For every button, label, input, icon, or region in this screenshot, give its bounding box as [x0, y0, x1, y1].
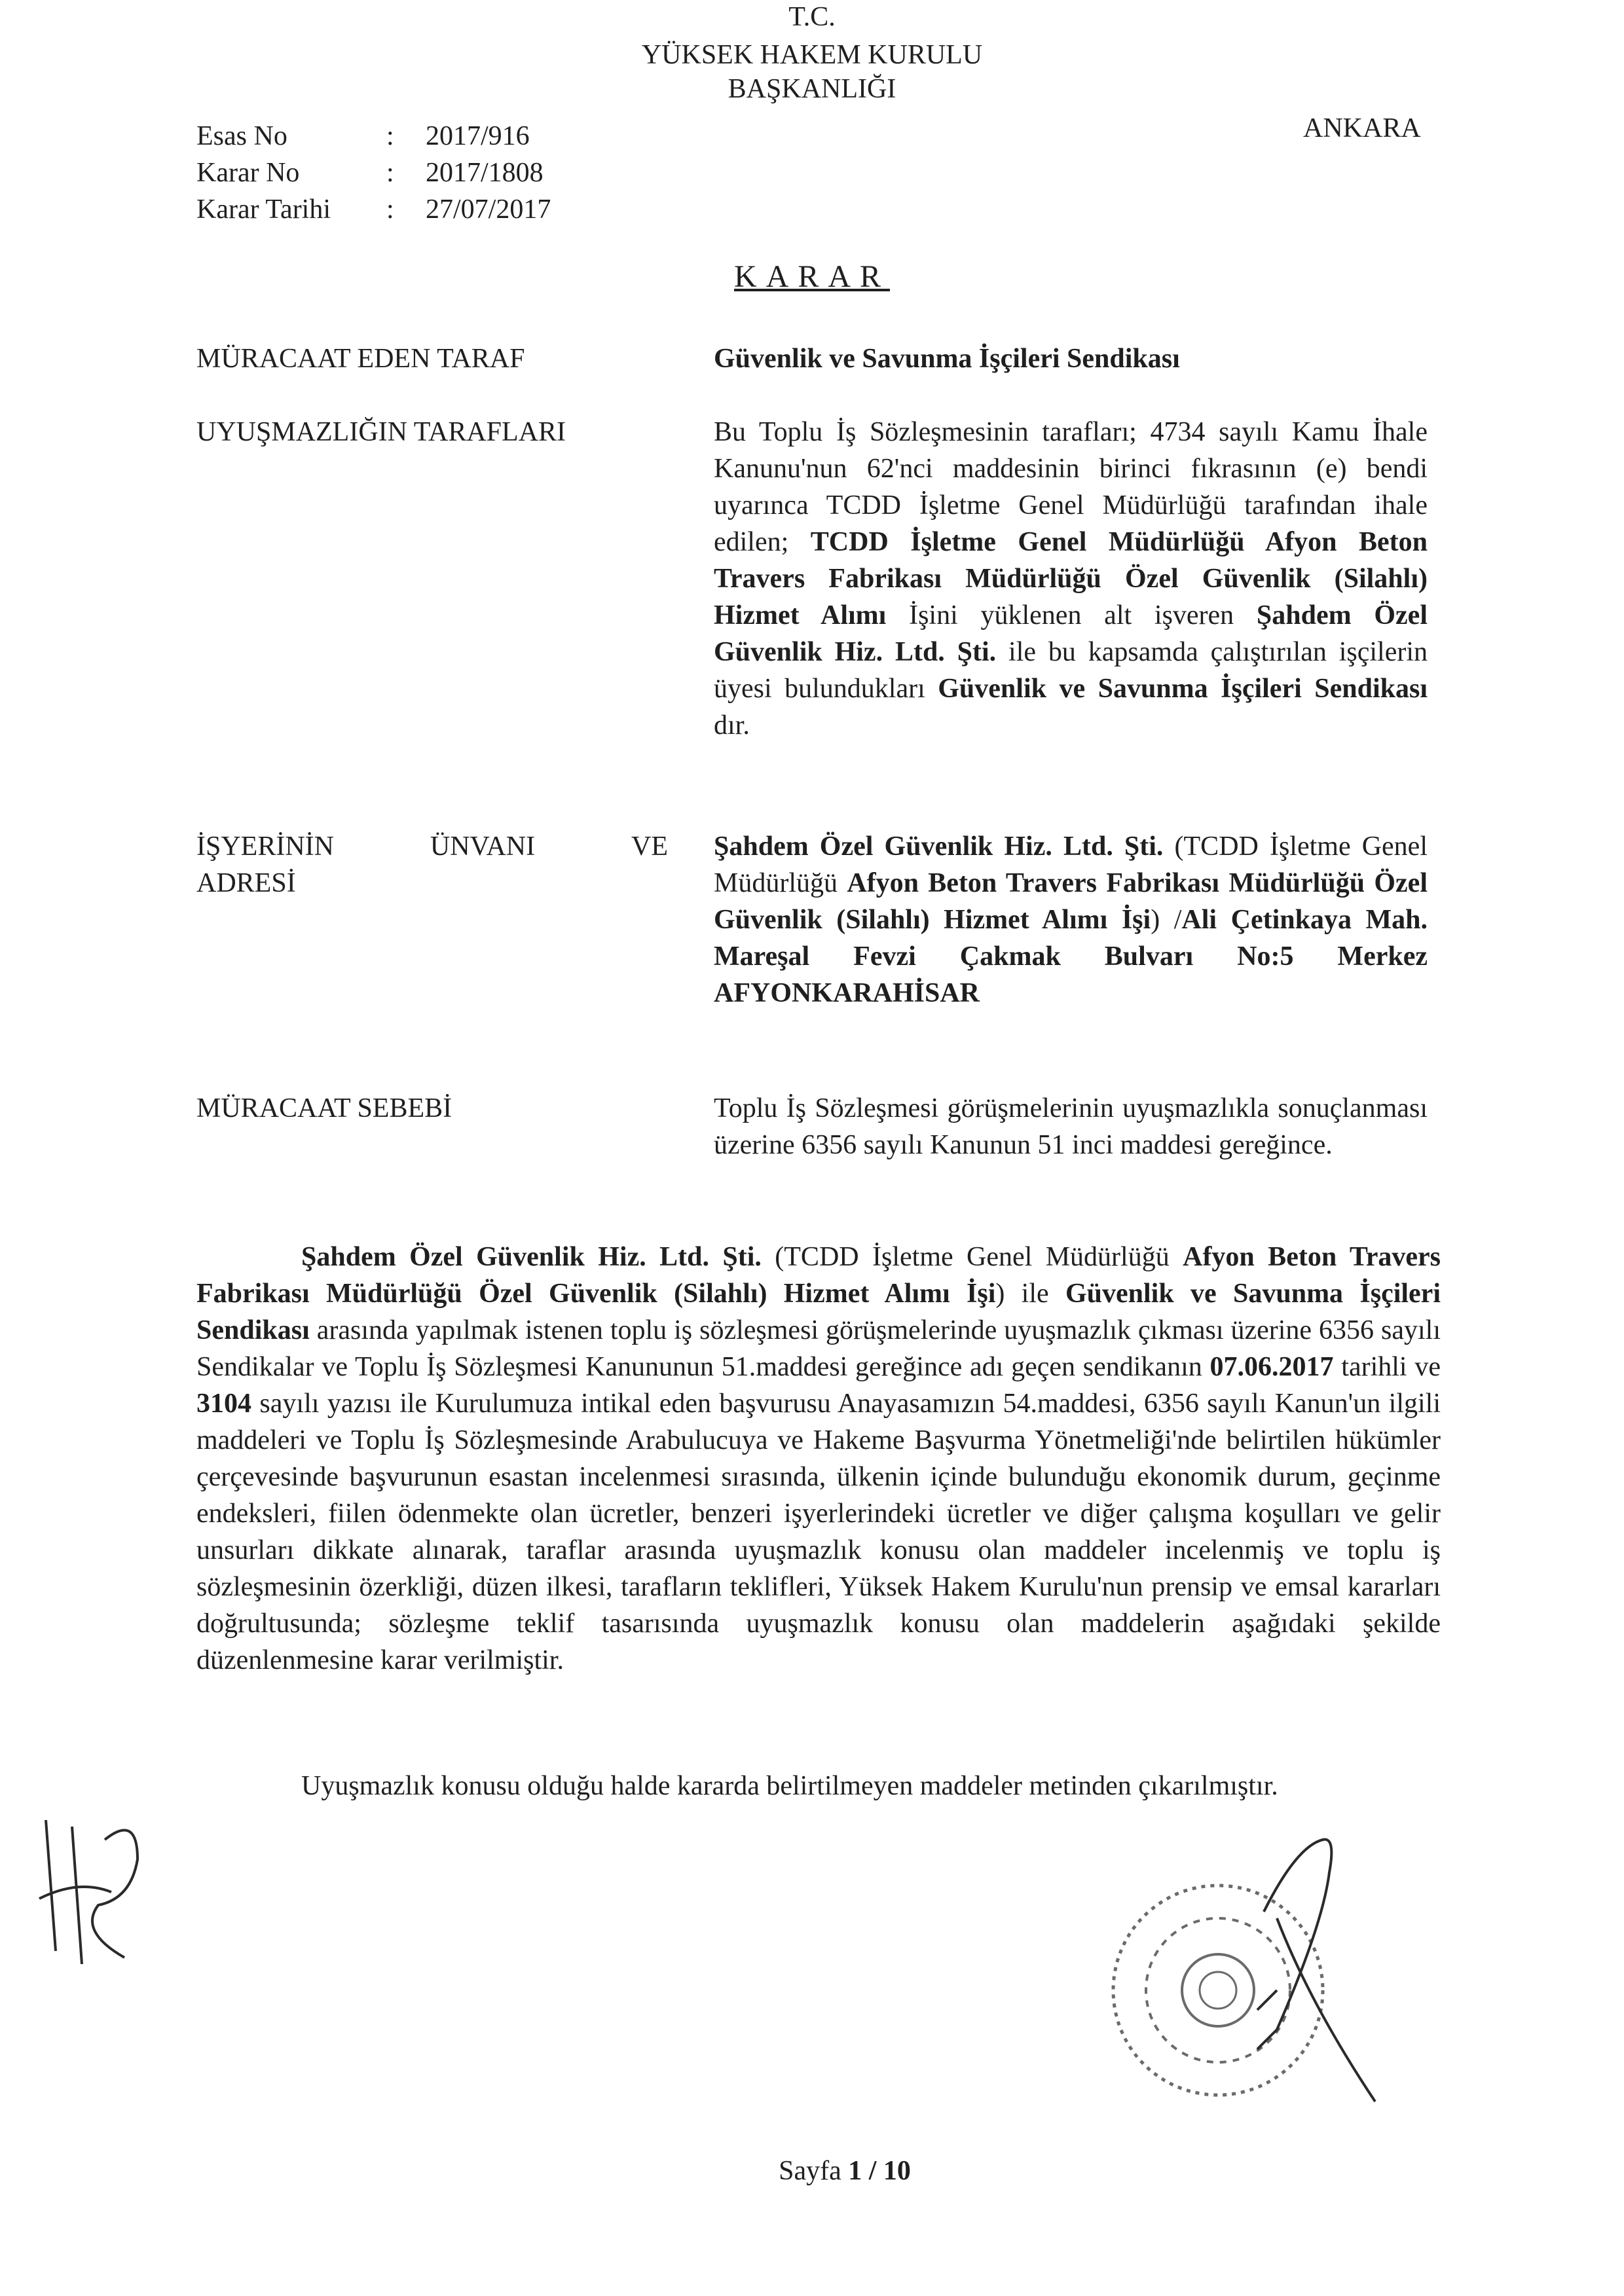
city-label: ANKARA	[1303, 113, 1421, 143]
parties-bold-1: TCDD İşletme Genel Müdürlüğü Afyon Beton Travers Fabrikası Müdürlüğü Özel Güvenlik (Silahlı) Hizmet Alımı	[714, 527, 1428, 630]
tc-label: T.C.	[788, 2, 836, 32]
institution-line-2: BAŞKANLIĞI	[728, 74, 896, 104]
meta-row-karar-no: Karar No : 2017/1808	[196, 155, 544, 191]
meta-row-karar-tarihi: Karar Tarihi : 27/07/2017	[196, 191, 551, 228]
workplace-label-word-3: VE	[631, 831, 668, 862]
main-bold-3: Güvenlik ve Savunma İşçileri Sendikası	[196, 1279, 1441, 1345]
parties-bold-3: Güvenlik ve Savunma İşçileri Sendikası	[938, 674, 1428, 704]
second-paragraph: Uyuşmazlık konusu olduğu halde kararda belirtilmeyen maddeler metinden çıkarılmıştır.	[301, 1771, 1278, 1801]
meta-label: Esas No	[196, 121, 287, 151]
page-number	[747, 2154, 943, 2188]
main-paragraph	[196, 1239, 1441, 1679]
workplace-address: Ali Çetinkaya Mah. Mareşal Fevzi Çakmak Bulvarı No:5 Merkez AFYONKARAHİSAR	[714, 905, 1428, 1008]
institution-title	[485, 38, 1139, 106]
parties-label: UYUŞMAZLIĞIN TARAFLARI	[196, 417, 566, 447]
meta-value: 2017/1808	[426, 158, 544, 188]
handwritten-initials-icon	[26, 1800, 157, 1971]
workplace-label-word-1: İŞYERİNİN	[196, 831, 334, 862]
main-text-2: ) ile	[995, 1279, 1065, 1309]
parties-text-4: dır.	[714, 710, 750, 740]
reason-label: MÜRACAAT SEBEBİ	[196, 1093, 452, 1123]
parties-bold-2: Şahdem Özel Güvenlik Hiz. Ltd. Şti.	[714, 600, 1428, 667]
main-text-4: tarihli ve	[1333, 1352, 1441, 1382]
karar-title: KARAR	[733, 259, 891, 294]
page-prefix: Sayfa	[779, 2156, 849, 2186]
applicant-value	[714, 340, 1428, 377]
meta-label: Karar Tarihi	[196, 194, 331, 225]
main-bold-2: Afyon Beton Travers Fabrikası Müdürlüğü Özel Güvenlik (Silahlı) Hizmet Alımı İşi	[196, 1242, 1441, 1309]
workplace-text-2: ) /	[1151, 905, 1182, 935]
workplace-text	[714, 828, 1428, 1011]
reason-text: Toplu İş Sözleşmesi görüşmelerinin uyuşmazlıkla sonuçlanması üzerine 6356 sayılı Kanunun 51 inci maddesi gereğince.	[714, 1093, 1428, 1160]
main-bold-1: Şahdem Özel Güvenlik Hiz. Ltd. Şti.	[301, 1242, 762, 1272]
header-tc	[485, 0, 1139, 34]
main-bold-date: 07.06.2017	[1209, 1352, 1334, 1382]
page-total: 10	[883, 2156, 911, 2186]
main-bold-number: 3104	[196, 1389, 251, 1419]
workplace-bold-2: Afyon Beton Travers Fabrikası Müdürlüğü Özel Güvenlik (Silahlı) Hizmet Alımı İşi	[714, 868, 1428, 935]
official-seal-icon	[1061, 1833, 1401, 2108]
parties-text-1: Bu Toplu İş Sözleşmesinin tarafları; 4734 sayılı Kamu İhale Kanunu'nun 62'nci maddesinin birinci fıkrasının (e) bendi uyarınca TCDD İşletme Genel Müdürlüğü tarafından ihale edilen;	[714, 417, 1428, 557]
parties-text	[714, 414, 1428, 744]
applicant-label: MÜRACAAT EDEN TARAF	[196, 344, 525, 374]
parties-text-3: ile bu kapsamda çalıştırılan işçilerin üyesi bulundukları	[714, 637, 1428, 704]
workplace-label-word-2: ÜNVANI	[430, 831, 536, 862]
institution-line-1: YÜKSEK HAKEM KURULU	[641, 40, 983, 70]
page-separator: /	[862, 2156, 883, 2186]
workplace-label	[196, 828, 668, 902]
workplace-label-word-4: ADRESİ	[196, 868, 296, 898]
page-current: 1	[848, 2156, 862, 2186]
meta-value: 27/07/2017	[426, 194, 551, 225]
meta-value: 2017/916	[426, 121, 530, 151]
parties-text-2: İşini yüklenen alt işveren	[886, 600, 1257, 630]
applicant-name: Güvenlik ve Savunma İşçileri Sendikası	[714, 344, 1180, 374]
meta-row-esas: Esas No : 2017/916	[196, 118, 530, 155]
main-text-5: sayılı yazısı ile Kurulumuza intikal eden başvurusu Anayasamızın 54.maddesi, 6356 sayılı Kanun'un ilgili maddeleri ve Toplu İş Sözleşmesinde Arabulucuya ve Hakeme Başvurma Yönetmeliği'nde belirtilen hükümler çerçevesinde başvurunun esastan incelenmesi sırasında, ülkenin içinde bulunduğu ekonomik durum, geçinme endeksleri, fiilen ödenmekte olan ücretler, benzeri işyerlerindeki ücretler ve diğer çalışma koşulları ve gelir unsurları dikkate alınarak, taraflar arasında uyuşmazlık konusu olan maddeler incelenmiş ve toplu iş sözleşmesinin özerkliği, düzen ilkesi, tarafların teklifleri, Yüksek Hakem Kurulu'nun prensip ve emsal kararları doğrultusunda; sözleşme teklif tasarısında uyuşmazlık konusu olan maddelerin aşağıdaki şekilde düzenlenmesine karar verilmiştir.	[196, 1389, 1441, 1675]
main-text-3: arasında yapılmak istenen toplu iş sözleşmesi görüşmelerinde uyuşmazlık çıkması üzerine 6356 sayılı Sendikalar ve Toplu İş Sözleşmesi Kanununun 51.maddesi gereğince adı geçen sendikanın	[196, 1315, 1441, 1382]
main-text-1: (TCDD İşletme Genel Müdürlüğü	[761, 1242, 1183, 1272]
document-title	[681, 259, 943, 295]
workplace-bold-1: Şahdem Özel Güvenlik Hiz. Ltd. Şti.	[714, 831, 1164, 862]
meta-label: Karar No	[196, 158, 300, 188]
workplace-text-1: (TCDD İşletme Genel Müdürlüğü	[714, 831, 1428, 898]
